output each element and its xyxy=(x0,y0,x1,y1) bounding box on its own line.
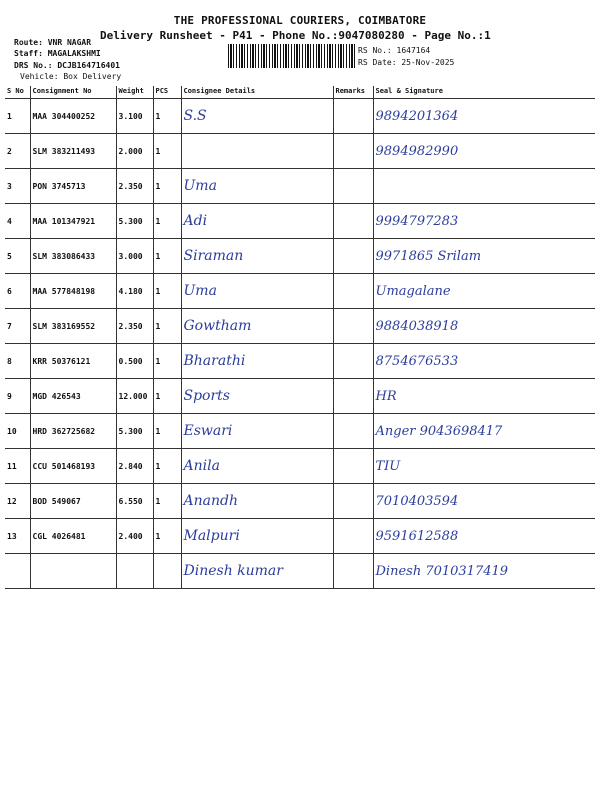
cell-weight xyxy=(116,239,153,274)
cell-consignee xyxy=(181,449,333,484)
table-row xyxy=(5,344,595,379)
cell-sno xyxy=(5,519,30,554)
cell-consignee-text: Dinesh kumar xyxy=(183,563,283,579)
cell-consignment xyxy=(30,344,116,379)
cell-remarks xyxy=(333,274,373,309)
cell-seal xyxy=(373,554,595,589)
cell-sno-text: 12 xyxy=(7,496,17,506)
cell-remarks xyxy=(333,414,373,449)
table-row xyxy=(5,204,595,239)
cell-consignee-text: Adi xyxy=(183,213,208,229)
cell-seal-text: 9971865 Srilam xyxy=(375,248,482,264)
cell-weight xyxy=(116,484,153,519)
cell-weight-text: 2.350 xyxy=(118,321,143,331)
cell-weight xyxy=(116,519,153,554)
cell-pcs xyxy=(153,309,181,344)
cell-consignee xyxy=(181,414,333,449)
cell-consignee xyxy=(181,484,333,519)
cell-seal-text: 9591612588 xyxy=(375,528,459,544)
cell-seal-text: 9894201364 xyxy=(375,108,459,124)
cell-consignment-text: SLM 383086433 xyxy=(32,251,96,261)
cell-seal-text: Dinesh 7010317419 xyxy=(375,563,509,579)
cell-remarks xyxy=(333,484,373,519)
cell-sno-text: 2 xyxy=(7,146,12,156)
cell-pcs xyxy=(153,484,181,519)
cell-remarks xyxy=(333,99,373,134)
cell-consignment xyxy=(30,519,116,554)
cell-pcs-text: 1 xyxy=(155,321,161,331)
cell-pcs xyxy=(153,519,181,554)
cell-weight xyxy=(116,554,153,589)
cell-pcs xyxy=(153,414,181,449)
barcode xyxy=(228,44,356,68)
cell-weight xyxy=(116,414,153,449)
table-row xyxy=(5,554,595,589)
table-row xyxy=(5,484,595,519)
runsheet-rows xyxy=(5,99,595,589)
cell-consignee xyxy=(181,134,333,169)
company-title: THE PROFESSIONAL COURIERS, COIMBATORE xyxy=(173,14,427,27)
cell-consignee-text: Malpuri xyxy=(183,528,240,544)
cell-weight-text: 0.500 xyxy=(118,356,143,366)
cell-seal-text: 9894982990 xyxy=(375,143,459,159)
table-header-row xyxy=(5,86,595,99)
cell-remarks xyxy=(333,379,373,414)
cell-consignment-text: CCU 501468193 xyxy=(32,461,96,471)
col-pcs-header: PCS xyxy=(153,86,181,99)
cell-consignment xyxy=(30,309,116,344)
cell-pcs-text: 1 xyxy=(155,251,161,261)
cell-remarks xyxy=(333,134,373,169)
table-row xyxy=(5,414,595,449)
cell-consignment xyxy=(30,99,116,134)
cell-consignee-text: Anila xyxy=(183,458,220,474)
cell-seal-text: 9884038918 xyxy=(375,318,459,334)
cell-sno-text: 10 xyxy=(7,426,17,436)
cell-consignee xyxy=(181,274,333,309)
cell-pcs-text: 1 xyxy=(155,146,161,156)
cell-sno-text: 13 xyxy=(7,531,17,541)
cell-weight xyxy=(116,99,153,134)
cell-consignment-text: MGD 426543 xyxy=(32,391,81,401)
cell-sno-text: 11 xyxy=(7,461,17,471)
cell-weight-text: 5.300 xyxy=(118,426,143,436)
cell-consignee-text: Gowtham xyxy=(183,318,252,334)
cell-consignment xyxy=(30,134,116,169)
runsheet-table xyxy=(5,86,595,589)
cell-weight xyxy=(116,274,153,309)
cell-pcs xyxy=(153,239,181,274)
cell-seal xyxy=(373,484,595,519)
cell-weight-text: 2.400 xyxy=(118,531,143,541)
vehicle-label: Vehicle: Box Delivery xyxy=(20,72,122,81)
cell-remarks xyxy=(333,239,373,274)
cell-sno-text: 8 xyxy=(7,356,12,366)
staff-label: Staff: MAGALAKSHMI xyxy=(14,49,101,58)
cell-sno-text: 4 xyxy=(7,216,12,226)
cell-consignee-text: Uma xyxy=(183,283,217,299)
cell-consignment xyxy=(30,484,116,519)
cell-pcs xyxy=(153,449,181,484)
cell-pcs xyxy=(153,169,181,204)
cell-consignee-text: Siraman xyxy=(183,248,244,264)
cell-sno xyxy=(5,414,30,449)
cell-sno-text: 1 xyxy=(7,111,12,121)
cell-pcs-text: 1 xyxy=(155,286,161,296)
runsheet-subtitle: Delivery Runsheet - P41 - Phone No.:9047080280 - Page No.:1 xyxy=(100,29,491,42)
cell-pcs xyxy=(153,554,181,589)
cell-seal-text: 9994797283 xyxy=(375,213,459,229)
cell-seal xyxy=(373,519,595,554)
cell-consignment xyxy=(30,449,116,484)
cell-remarks xyxy=(333,309,373,344)
cell-consignee-text: Sports xyxy=(183,388,230,404)
cell-consignment-text: SLM 383169552 xyxy=(32,321,96,331)
cell-weight xyxy=(116,169,153,204)
cell-seal xyxy=(373,344,595,379)
cell-consignment xyxy=(30,414,116,449)
cell-sno xyxy=(5,449,30,484)
cell-seal xyxy=(373,414,595,449)
cell-consignment-text: KRR 50376121 xyxy=(32,356,91,366)
rs-number: RS No.: 1647164 xyxy=(358,46,431,55)
cell-sno xyxy=(5,344,30,379)
cell-seal xyxy=(373,204,595,239)
cell-consignee-text: Uma xyxy=(183,178,217,194)
cell-pcs-text: 1 xyxy=(155,426,161,436)
cell-seal xyxy=(373,379,595,414)
table-row xyxy=(5,239,595,274)
cell-weight-text: 3.100 xyxy=(118,111,143,121)
cell-weight xyxy=(116,134,153,169)
cell-pcs xyxy=(153,99,181,134)
col-seal-header: Seal & Signature xyxy=(373,86,595,99)
table-row xyxy=(5,169,595,204)
cell-weight-text: 2.840 xyxy=(118,461,143,471)
cell-sno xyxy=(5,204,30,239)
cell-pcs-text: 1 xyxy=(155,356,161,366)
cell-consignee xyxy=(181,239,333,274)
rs-date: RS Date: 25-Nov-2025 xyxy=(358,58,455,67)
cell-sno xyxy=(5,169,30,204)
cell-seal-text: Anger 9043698417 xyxy=(375,423,503,439)
cell-seal-text: 7010403594 xyxy=(375,493,459,509)
cell-pcs xyxy=(153,274,181,309)
cell-weight-text: 5.300 xyxy=(118,216,143,226)
table-row xyxy=(5,99,595,134)
table-row xyxy=(5,519,595,554)
cell-remarks xyxy=(333,169,373,204)
cell-seal-text: Umagalane xyxy=(375,283,451,299)
cell-seal xyxy=(373,169,595,204)
cell-remarks xyxy=(333,344,373,379)
cell-consignment xyxy=(30,274,116,309)
cell-remarks xyxy=(333,554,373,589)
cell-consignment-text: SLM 383211493 xyxy=(32,146,96,156)
cell-pcs xyxy=(153,344,181,379)
cell-seal-text: 8754676533 xyxy=(375,353,459,369)
cell-seal xyxy=(373,274,595,309)
cell-pcs-text: 1 xyxy=(155,461,161,471)
cell-remarks xyxy=(333,519,373,554)
cell-weight-text: 4.180 xyxy=(118,286,143,296)
cell-consignee xyxy=(181,554,333,589)
col-sno-header: S No xyxy=(5,86,30,99)
col-weight-header: Weight xyxy=(116,86,153,99)
cell-consignment xyxy=(30,554,116,589)
table-row xyxy=(5,449,595,484)
cell-consignment-text: CGL 4026481 xyxy=(32,531,86,541)
cell-consignee-text: Anandh xyxy=(183,493,238,509)
cell-pcs-text: 1 xyxy=(155,391,161,401)
cell-weight-text: 2.350 xyxy=(118,181,143,191)
cell-consignee xyxy=(181,99,333,134)
cell-consignee xyxy=(181,344,333,379)
cell-seal-text: TIU xyxy=(375,458,401,474)
cell-weight-text: 6.550 xyxy=(118,496,143,506)
col-remarks-header: Remarks xyxy=(333,86,373,99)
cell-consignment xyxy=(30,239,116,274)
cell-seal-text: HR xyxy=(375,388,397,404)
cell-seal xyxy=(373,134,595,169)
cell-weight-text: 12.000 xyxy=(118,391,148,401)
cell-sno xyxy=(5,554,30,589)
table-row xyxy=(5,379,595,414)
col-consignment-header: Consignment No xyxy=(30,86,116,99)
cell-weight xyxy=(116,309,153,344)
cell-pcs xyxy=(153,379,181,414)
cell-pcs-text: 1 xyxy=(155,111,161,121)
cell-consignee-text: S.S xyxy=(183,108,207,124)
cell-pcs-text: 1 xyxy=(155,496,161,506)
cell-seal xyxy=(373,309,595,344)
cell-sno xyxy=(5,99,30,134)
cell-sno xyxy=(5,484,30,519)
cell-sno-text: 9 xyxy=(7,391,12,401)
table-row xyxy=(5,274,595,309)
cell-sno xyxy=(5,274,30,309)
table-row xyxy=(5,134,595,169)
cell-consignee xyxy=(181,309,333,344)
cell-consignee xyxy=(181,169,333,204)
route-label: Route: VNR NAGAR xyxy=(14,38,92,47)
cell-seal xyxy=(373,449,595,484)
cell-sno-text: 5 xyxy=(7,251,12,261)
cell-weight-text: 2.000 xyxy=(118,146,143,156)
cell-sno xyxy=(5,379,30,414)
cell-consignee-text: Bharathi xyxy=(183,353,246,369)
cell-sno xyxy=(5,134,30,169)
cell-consignment-text: BOD 549067 xyxy=(32,496,81,506)
cell-consignee xyxy=(181,379,333,414)
cell-pcs-text: 1 xyxy=(155,216,161,226)
col-consignee-header: Consignee Details xyxy=(181,86,333,99)
cell-pcs-text: 1 xyxy=(155,531,161,541)
table-row xyxy=(5,309,595,344)
cell-remarks xyxy=(333,204,373,239)
cell-sno-text: 3 xyxy=(7,181,12,191)
cell-weight xyxy=(116,204,153,239)
cell-consignment-text: MAA 304400252 xyxy=(32,111,96,121)
cell-pcs xyxy=(153,204,181,239)
cell-consignment-text: PON 3745713 xyxy=(32,181,86,191)
cell-sno xyxy=(5,239,30,274)
cell-sno-text: 7 xyxy=(7,321,12,331)
drs-label: DRS No.: DCJB164716401 xyxy=(14,61,120,70)
cell-consignee-text: Eswari xyxy=(183,423,233,439)
cell-consignment-text: MAA 101347921 xyxy=(32,216,96,226)
cell-sno-text: 6 xyxy=(7,286,12,296)
cell-consignee xyxy=(181,204,333,239)
cell-weight xyxy=(116,449,153,484)
cell-consignment xyxy=(30,169,116,204)
cell-weight-text: 3.000 xyxy=(118,251,143,261)
cell-pcs xyxy=(153,134,181,169)
cell-consignment xyxy=(30,379,116,414)
cell-consignment-text: HRD 362725682 xyxy=(32,426,96,436)
cell-consignment xyxy=(30,204,116,239)
cell-weight xyxy=(116,379,153,414)
cell-pcs-text: 1 xyxy=(155,181,161,191)
cell-consignment-text: MAA 577848198 xyxy=(32,286,96,296)
cell-weight xyxy=(116,344,153,379)
cell-seal xyxy=(373,99,595,134)
cell-consignee xyxy=(181,519,333,554)
cell-seal xyxy=(373,239,595,274)
cell-remarks xyxy=(333,449,373,484)
cell-sno xyxy=(5,309,30,344)
